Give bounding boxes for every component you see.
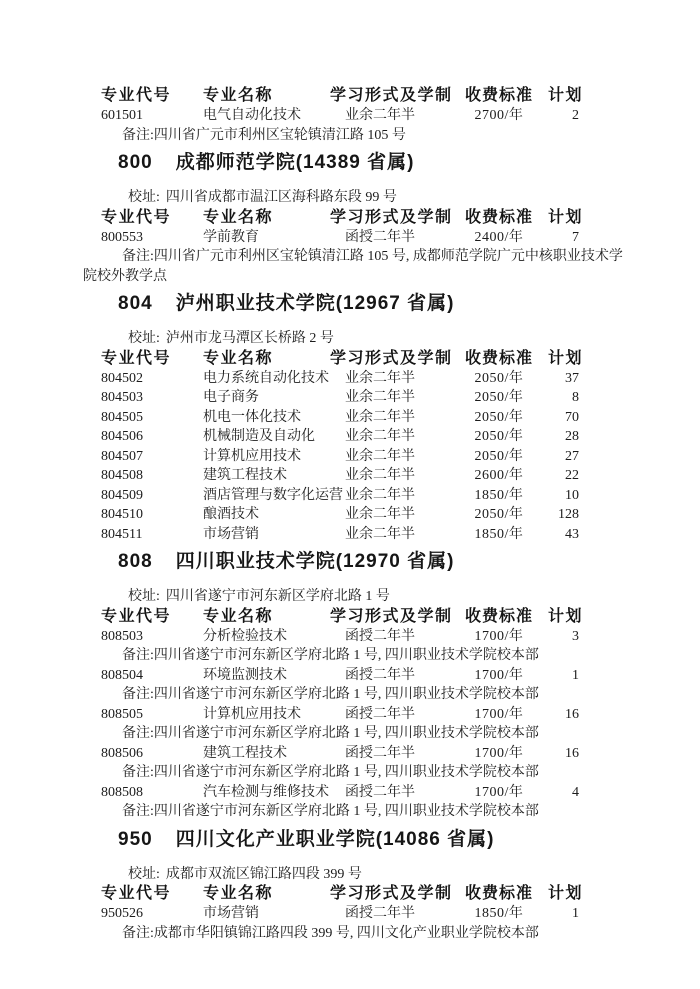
row-remark: 备注:四川省遂宁市河东新区学府北路 1 号, 四川职业技术学院校本部 [122, 687, 539, 702]
table-row [83, 783, 623, 803]
header-fee-standard: 收费标准 [464, 349, 533, 367]
major-code: 808504 [101, 667, 143, 683]
major-code: 804502 [101, 370, 143, 386]
header-fee-standard: 收费标准 [464, 208, 533, 226]
table-body [83, 369, 623, 545]
college-code: 804 [118, 293, 153, 314]
header-plan-count: 计划 [547, 607, 583, 625]
study-form: 函授二年半 [345, 784, 415, 800]
fee-standard: 1850/年 [474, 906, 524, 921]
header-fee-standard: 收费标准 [464, 885, 533, 902]
fee-standard: 1700/年 [474, 667, 524, 683]
plan-count: 22 [565, 468, 579, 483]
header-plan-count: 计划 [547, 87, 583, 104]
college-name: 成都师范学院(14389 省属) [175, 152, 415, 173]
address-text: 四川省成都市温江区海科路东段 99 号 [165, 190, 397, 205]
major-name: 汽车检测与维修技术 [203, 784, 329, 800]
table-header-row [83, 884, 623, 904]
college-address-line [83, 329, 623, 349]
header-major-code: 专业代号 [101, 208, 172, 226]
major-name: 计算机应用技术 [203, 448, 301, 464]
major-name: 酿酒技术 [203, 507, 259, 522]
address-label: 校址: [128, 331, 160, 346]
study-form: 业余二年半 [345, 468, 415, 483]
college-name: 四川职业技术学院(12970 省属) [175, 551, 455, 572]
header-study-form: 学习形式及学制 [330, 607, 453, 625]
table-row [83, 705, 623, 725]
plan-count: 27 [565, 448, 579, 464]
study-form: 函授二年半 [345, 745, 415, 761]
major-code: 804509 [101, 487, 143, 503]
plan-count: 70 [565, 409, 579, 425]
major-code: 804506 [101, 429, 143, 444]
college-section [83, 293, 623, 544]
major-code: 804507 [101, 448, 143, 464]
major-code: 804503 [101, 390, 143, 405]
major-code: 601501 [101, 108, 143, 123]
study-form: 函授二年半 [345, 667, 415, 683]
major-name: 电子商务 [203, 390, 259, 405]
fee-standard: 2050/年 [474, 507, 524, 522]
address-text: 四川省遂宁市河东新区学府北路 1 号 [165, 589, 390, 604]
table-row [83, 369, 623, 389]
major-name: 市场营销 [203, 526, 259, 542]
address-text: 成都市双流区锦江路四段 399 号 [165, 866, 362, 882]
plan-count: 10 [565, 487, 579, 503]
fee-standard: 2050/年 [474, 409, 524, 425]
major-code: 800553 [101, 229, 143, 245]
study-form: 业余二年半 [345, 429, 415, 444]
row-remark: 备注:四川省遂宁市河东新区学府北路 1 号, 四川职业技术学院校本部 [122, 726, 539, 741]
plan-count: 37 [565, 370, 579, 386]
major-code: 804508 [101, 468, 143, 483]
plan-count: 7 [572, 229, 579, 245]
header-major-code: 专业代号 [101, 87, 172, 104]
section-title [83, 152, 623, 174]
header-plan-count: 计划 [547, 349, 583, 367]
table-row [83, 106, 623, 126]
college-address-line [83, 188, 623, 208]
header-study-form: 学习形式及学制 [330, 87, 453, 104]
fee-standard: 1850/年 [474, 526, 524, 542]
plan-count: 16 [565, 745, 579, 761]
major-code: 804510 [101, 507, 143, 522]
table-row [83, 505, 623, 525]
college-address-line [83, 587, 623, 607]
table-body [83, 106, 623, 145]
college-section [83, 152, 623, 286]
table-row [83, 525, 623, 545]
address-text: 泸州市龙马潭区长桥路 2 号 [165, 331, 334, 346]
study-form: 业余二年半 [345, 448, 415, 464]
major-name: 机械制造及自动化 [203, 429, 315, 444]
major-name: 环境监测技术 [203, 667, 287, 683]
row-remark: 备注:成都市华阳镇锦江路四段 399 号, 四川文化产业职业学院校本部 [122, 925, 539, 941]
table-header-row [83, 208, 623, 228]
major-name: 电气自动化技术 [203, 108, 301, 123]
major-name: 机电一体化技术 [203, 409, 301, 425]
fee-standard: 2050/年 [474, 429, 524, 444]
table-row [83, 744, 623, 764]
table-header-row [83, 349, 623, 369]
major-name: 学前教育 [203, 229, 259, 245]
address-label: 校址: [128, 190, 160, 205]
major-code: 950526 [101, 906, 143, 921]
header-study-form: 学习形式及学制 [330, 349, 453, 367]
header-fee-standard: 收费标准 [464, 607, 533, 625]
header-major-code: 专业代号 [101, 607, 172, 625]
table-row [83, 388, 623, 408]
table-row [83, 228, 623, 248]
address-label: 校址: [128, 866, 160, 882]
college-code: 800 [118, 152, 153, 173]
header-plan-count: 计划 [547, 208, 583, 226]
college-name: 泸州职业技术学院(12967 省属) [175, 293, 455, 314]
major-name: 计算机应用技术 [203, 706, 301, 722]
study-form: 函授二年半 [345, 706, 415, 722]
table-row [83, 486, 623, 506]
header-study-form: 学习形式及学制 [330, 885, 453, 902]
row-remark: 备注:四川省遂宁市河东新区学府北路 1 号, 四川职业技术学院校本部 [122, 804, 539, 819]
study-form: 函授二年半 [345, 229, 415, 245]
plan-count: 4 [572, 784, 579, 800]
table-body [83, 627, 623, 822]
college-section [83, 551, 623, 822]
study-form: 业余二年半 [345, 487, 415, 503]
college-code: 950 [118, 828, 153, 850]
study-form: 业余二年半 [345, 390, 415, 405]
major-code: 808505 [101, 706, 143, 722]
plan-count: 2 [572, 108, 579, 123]
table-body [83, 904, 623, 943]
table-header-row [83, 86, 623, 106]
study-form: 业余二年半 [345, 526, 415, 542]
header-major-code: 专业代号 [101, 885, 172, 902]
table-row [83, 408, 623, 428]
plan-count: 1 [572, 667, 579, 683]
college-section [83, 86, 623, 145]
study-form: 业余二年半 [345, 108, 415, 123]
header-major-name: 专业名称 [203, 349, 274, 367]
major-name: 分析检验技术 [203, 628, 287, 644]
row-remark: 备注:四川省遂宁市河东新区学府北路 1 号, 四川职业技术学院校本部 [122, 648, 539, 663]
table-row [83, 447, 623, 467]
college-section [83, 829, 623, 944]
college-address-line [83, 865, 623, 885]
college-name: 四川文化产业职业学院(14086 省属) [175, 828, 495, 850]
plan-count: 28 [565, 429, 579, 444]
fee-standard: 1850/年 [474, 487, 524, 503]
plan-count: 3 [572, 628, 579, 644]
section-title [83, 551, 623, 573]
address-label: 校址: [128, 589, 160, 604]
section-title [83, 293, 623, 315]
table-row [83, 904, 623, 924]
fee-standard: 2400/年 [474, 229, 524, 245]
major-name: 建筑工程技术 [203, 468, 287, 483]
major-name: 建筑工程技术 [203, 745, 287, 761]
header-major-name: 专业名称 [203, 607, 274, 625]
row-remark: 备注:四川省广元市利州区宝轮镇清江路 105 号 [122, 127, 406, 143]
study-form: 函授二年半 [345, 628, 415, 644]
row-remark: 备注:四川省遂宁市河东新区学府北路 1 号, 四川职业技术学院校本部 [122, 765, 539, 780]
study-form: 函授二年半 [345, 906, 415, 921]
major-code: 804505 [101, 409, 143, 425]
header-major-name: 专业名称 [203, 208, 274, 226]
major-name: 电力系统自动化技术 [203, 370, 329, 386]
table-row [83, 627, 623, 647]
header-plan-count: 计划 [547, 885, 583, 902]
fee-standard: 1700/年 [474, 706, 524, 722]
table-row [83, 466, 623, 486]
table-row [83, 666, 623, 686]
major-code: 808508 [101, 784, 143, 800]
major-code: 804511 [101, 526, 143, 542]
major-name: 市场营销 [203, 906, 259, 921]
fee-standard: 1700/年 [474, 745, 524, 761]
study-form: 业余二年半 [345, 507, 415, 522]
table-header-row [83, 607, 623, 627]
fee-standard: 2600/年 [474, 468, 524, 483]
fee-standard: 2050/年 [474, 390, 524, 405]
header-fee-standard: 收费标准 [464, 87, 533, 104]
plan-count: 1 [572, 906, 579, 921]
header-major-name: 专业名称 [203, 885, 274, 902]
fee-standard: 1700/年 [474, 628, 524, 644]
header-major-code: 专业代号 [101, 349, 172, 367]
major-name: 酒店管理与数字化运营 [203, 487, 343, 503]
plan-count: 8 [572, 390, 579, 405]
study-form: 业余二年半 [345, 370, 415, 386]
plan-count: 16 [565, 706, 579, 722]
plan-count: 128 [558, 507, 579, 522]
study-form: 业余二年半 [345, 409, 415, 425]
sections-container [83, 86, 623, 943]
fee-standard: 2050/年 [474, 370, 524, 386]
fee-standard: 1700/年 [474, 784, 524, 800]
table-row [83, 427, 623, 447]
fee-standard: 2700/年 [474, 108, 524, 123]
header-study-form: 学习形式及学制 [330, 208, 453, 226]
table-body [83, 228, 623, 287]
row-remark: 备注:四川省广元市利州区宝轮镇清江路 105 号, 成都师范学院广元中核职业技术学院校外教学点 [83, 249, 623, 284]
plan-count: 43 [565, 526, 579, 542]
college-code: 808 [118, 551, 153, 572]
major-code: 808503 [101, 628, 143, 644]
fee-standard: 2050/年 [474, 448, 524, 464]
section-title [83, 829, 623, 851]
header-major-name: 专业名称 [203, 87, 274, 104]
major-code: 808506 [101, 745, 143, 761]
